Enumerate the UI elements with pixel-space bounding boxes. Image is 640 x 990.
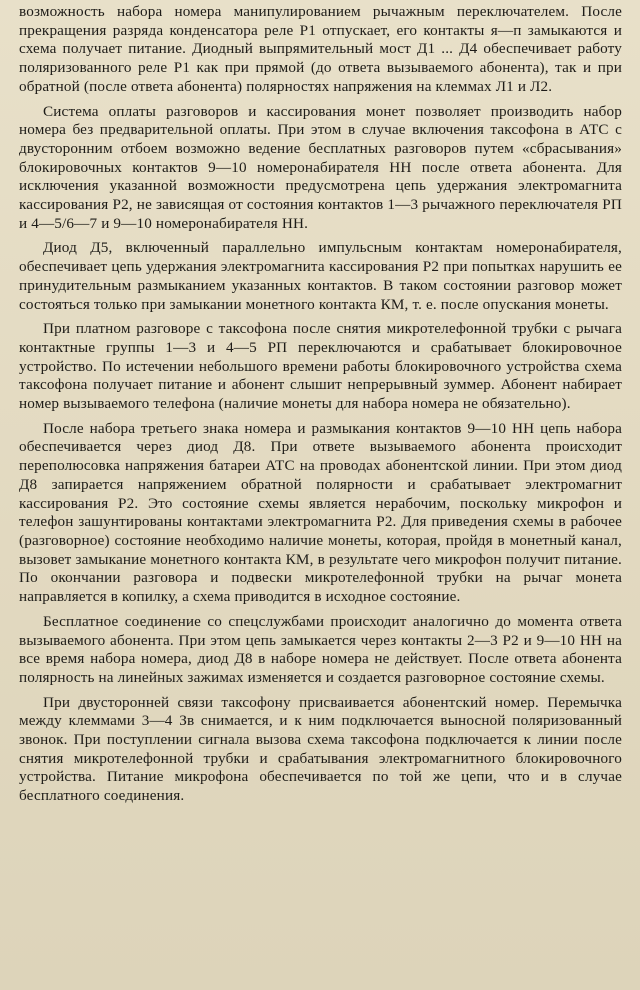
paragraph-7: При двусторонней связи таксофону присваивается абонентский номер. Перемычка между клеммами 3—4 Зв снимается, и к ним подключается выносной поляризованный звонок. При поступлении сигнала вызова схема таксофона подключается к линии после снятия микротелефонной трубки и срабатывания электромагнитного блокировочного устройства. Питание микрофона обеспечивается по той же цепи, что и в случае бесплатного соединения. — [19, 693, 622, 805]
paragraph-3: Диод Д5, включенный параллельно импульсным контактам номеронабирателя, обеспечивает цепь удержания электромагнита кассирования Р2 при попытках нарушить ее принудительным размыканием указанных контактов. В таком состоянии разговор может состояться только при замыкании монетного контакта КМ, т. е. после опускания монеты. — [19, 239, 622, 313]
paragraph-1: возможность набора номера манипулированием рычажным переключателем. После прекращения разряда конденсатора реле Р1 отпускает, его контакты я—п замыкаются и схема получает питание. Диодный выпрямительный мост Д1 ... Д4 обеспечивает работу поляризованного реле Р1 как при прямой (до ответа вызываемого абонента), так и при обратной (после ответа абонента) полярностях напряжения на клеммах Л1 и Л2. — [19, 3, 622, 95]
paragraph-4: При платном разговоре с таксофона после снятия микротелефонной трубки с рычага контактные группы 1—3 и 4—5 РП переключаются и срабатывает блокировочное устройство. По истечении небольшого времени работы блокировочного устройства схема таксофона получает питание и абонент слышит непрерывный зуммер. Абонент набирает номер вызываемого телефона (наличие монеты для набора номера не обязательно). — [19, 320, 622, 413]
paragraph-5: После набора третьего знака номера и размыкания контактов 9—10 НН цепь набора обеспечивается через диод Д8. При ответе вызываемого абонента происходит переполюсовка напряжения батареи АТС на проводах абонентской линии. При этом диод Д8 запирается напряжением обратной полярности и срабатывает электромагнит кассирования Р2. Это состояние схемы является нерабочим, поскольку микрофон и телефон зашунтированы контактами электромагнита Р2. Для приведения схемы в рабочее (разговорное) состояние необходимо наличие монеты, которая, пройдя в монетный канал, вызовет замыкание монетного контакта КМ, в результате чего микрофон получит питание. По окончании разговора и подвески микротелефонной трубки на рычаг монета направляется в копилку, а схема приводится в исходное состояние. — [19, 419, 622, 606]
paragraph-6: Бесплатное соединение со спецслужбами происходит аналогично до момента ответа вызываемого абонента. При этом цепь замыкается через контакты 2—3 Р2 и 9—10 НН на все время набора номера, диод Д8 в наборе номера не действует. После ответа абонента полярность на линейных зажимах изменяется и создается разговорное состояние схемы. — [19, 612, 622, 686]
paragraph-2: Система оплаты разговоров и кассирования монет позволяет производить набор номера без предварительной оплаты. При этом в случае включения таксофона в АТС с двусторонним отбоем возможно ведение бесплатных разговоров путем «сбрасывания» блокировочных контактов 9—10 номеронабирателя НН после ответа абонента. Для исключения указанной возможности предусмотрена цепь удержания электромагнита кассирования Р2, не зависящая от состояния контактов 1—3 рычажного переключателя РП и 4—5/6—7 и 9—10 номеронабирателя НН. — [19, 102, 622, 232]
